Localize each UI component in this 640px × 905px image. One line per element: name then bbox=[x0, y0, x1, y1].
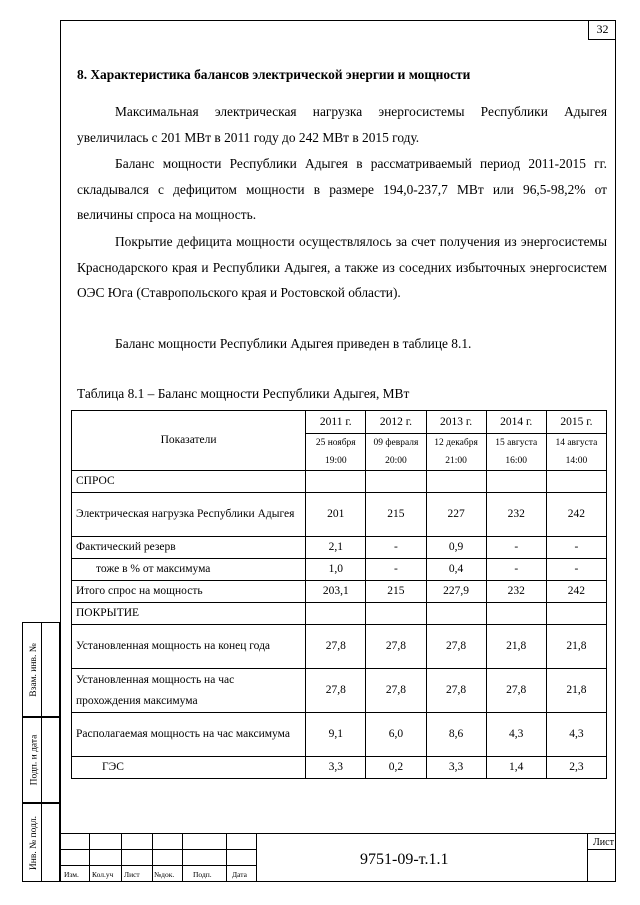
row-value: 0,2 bbox=[366, 757, 426, 779]
row-value bbox=[486, 471, 546, 493]
row-label: Итого спрос на мощность bbox=[72, 581, 306, 603]
stamp-col-izm: Изм. bbox=[64, 870, 79, 879]
table-row bbox=[72, 669, 607, 713]
row-value bbox=[366, 603, 426, 625]
table-header-years bbox=[72, 411, 607, 434]
table-row bbox=[72, 493, 607, 537]
row-label: тоже в % от максимума bbox=[72, 559, 306, 581]
row-value: 201 bbox=[306, 493, 366, 537]
side-box-inv-number bbox=[22, 803, 60, 882]
row-value: - bbox=[366, 537, 426, 559]
stamp-col-ndok: №док. bbox=[154, 870, 175, 879]
row-value: 3,3 bbox=[306, 757, 366, 779]
row-value: 1,4 bbox=[486, 757, 546, 779]
row-value: 27,8 bbox=[366, 669, 426, 713]
row-label: ПОКРЫТИЕ bbox=[72, 603, 306, 625]
row-value: 21,8 bbox=[546, 625, 606, 669]
row-value: 242 bbox=[546, 581, 606, 603]
row-value: - bbox=[366, 559, 426, 581]
row-value: 4,3 bbox=[546, 713, 606, 757]
side-box-sign-date bbox=[22, 717, 60, 803]
stamp-col-list: Лист bbox=[124, 870, 140, 879]
title-block bbox=[60, 833, 616, 882]
year-header: 2012 г. bbox=[366, 411, 426, 434]
date-header: 15 августа 16:00 bbox=[486, 434, 546, 471]
table-row bbox=[72, 757, 607, 779]
row-value bbox=[426, 603, 486, 625]
side-label-inv-number: Инв. № подл. bbox=[29, 815, 40, 870]
row-value: 9,1 bbox=[306, 713, 366, 757]
date-header: 12 декабря 21:00 bbox=[426, 434, 486, 471]
year-header: 2014 г. bbox=[486, 411, 546, 434]
row-value: 215 bbox=[366, 581, 426, 603]
document-code: 9751-09-т.1.1 bbox=[360, 851, 449, 868]
row-value: 232 bbox=[486, 493, 546, 537]
paragraph-2: Баланс мощности Республики Адыгея в рассматриваемый период 2011-2015 гг. складывался с дефицитом мощности в размере 194,0-237,7 МВт или 96,5-98,2% от величины спроса на мощность. bbox=[77, 156, 607, 222]
stamp-col-podp: Подп. bbox=[193, 870, 212, 879]
paragraph-1: Максимальная электрическая нагрузка энергосистемы Республики Адыгея увеличилась с 201 МВт в 2011 году до 242 МВт в 2015 году. bbox=[77, 104, 607, 145]
row-value bbox=[366, 471, 426, 493]
row-value: 27,8 bbox=[306, 669, 366, 713]
date-header: 09 февраля 20:00 bbox=[366, 434, 426, 471]
row-value: 27,8 bbox=[486, 669, 546, 713]
table-row bbox=[72, 625, 607, 669]
year-header: 2011 г. bbox=[306, 411, 366, 434]
page-number: 32 bbox=[588, 20, 616, 40]
row-label: СПРОС bbox=[72, 471, 306, 493]
row-value: 2,3 bbox=[546, 757, 606, 779]
date-header: 25 ноября 19:00 bbox=[306, 434, 366, 471]
row-value bbox=[546, 603, 606, 625]
row-value: 27,8 bbox=[366, 625, 426, 669]
table-row bbox=[72, 713, 607, 757]
row-label: Установленная мощность на конец года bbox=[72, 625, 306, 669]
row-value: 242 bbox=[546, 493, 606, 537]
row-value bbox=[426, 471, 486, 493]
row-value: 21,8 bbox=[546, 669, 606, 713]
row-value: 215 bbox=[366, 493, 426, 537]
row-value: 2,1 bbox=[306, 537, 366, 559]
row-value: 0,9 bbox=[426, 537, 486, 559]
side-box-replace-inv bbox=[22, 622, 60, 717]
row-value bbox=[486, 603, 546, 625]
balance-table bbox=[71, 410, 607, 779]
table-body bbox=[72, 471, 607, 779]
row-value: 21,8 bbox=[486, 625, 546, 669]
row-value: - bbox=[486, 559, 546, 581]
row-value: 227 bbox=[426, 493, 486, 537]
paragraph-4: Баланс мощности Республики Адыгея приведен в таблице 8.1. bbox=[115, 336, 472, 351]
row-value: 3,3 bbox=[426, 757, 486, 779]
row-value: 227,9 bbox=[426, 581, 486, 603]
date-header: 14 августа 14:00 bbox=[546, 434, 606, 471]
row-value: 0,4 bbox=[426, 559, 486, 581]
table-row bbox=[72, 559, 607, 581]
table-row bbox=[72, 581, 607, 603]
year-header: 2015 г. bbox=[546, 411, 606, 434]
table-row bbox=[72, 471, 607, 493]
row-value: - bbox=[486, 537, 546, 559]
row-label: ГЭС bbox=[72, 757, 306, 779]
row-value: 203,1 bbox=[306, 581, 366, 603]
table-row bbox=[72, 537, 607, 559]
year-header: 2013 г. bbox=[426, 411, 486, 434]
row-value: 8,6 bbox=[426, 713, 486, 757]
side-label-sign-date: Подп. и дата bbox=[29, 734, 40, 786]
row-value bbox=[306, 471, 366, 493]
section-heading: 8. Характеристика балансов электрической энергии и мощности bbox=[77, 67, 471, 82]
table-row bbox=[72, 603, 607, 625]
row-value: 232 bbox=[486, 581, 546, 603]
row-label: Располагаемая мощность на час максимума bbox=[72, 713, 306, 757]
row-value bbox=[546, 471, 606, 493]
row-value: 27,8 bbox=[426, 669, 486, 713]
row-label: Фактический резерв bbox=[72, 537, 306, 559]
row-label: Электрическая нагрузка Республики Адыгея bbox=[72, 493, 306, 537]
row-label: Установленная мощность на час прохождения максимума bbox=[72, 669, 306, 713]
row-value bbox=[306, 603, 366, 625]
side-label-replace-inv: Взам. инв. № bbox=[29, 642, 40, 697]
indicator-header: Показатели bbox=[72, 411, 306, 471]
row-value: 4,3 bbox=[486, 713, 546, 757]
paragraph-3: Покрытие дефицита мощности осуществлялось за счет получения из энергосистемы Краснодарского края и Республики Адыгея, а также из соседних избыточных энергосистем ОЭС Юга (Ставропольского края и Ростовской области). bbox=[77, 234, 607, 300]
stamp-col-data: Дата bbox=[232, 870, 247, 879]
row-value: 1,0 bbox=[306, 559, 366, 581]
row-value: - bbox=[546, 559, 606, 581]
sheet-label: Лист bbox=[593, 837, 614, 848]
row-value: 27,8 bbox=[306, 625, 366, 669]
stamp-col-kol: Кол.уч bbox=[92, 870, 114, 879]
row-value: - bbox=[546, 537, 606, 559]
row-value: 6,0 bbox=[366, 713, 426, 757]
row-value: 27,8 bbox=[426, 625, 486, 669]
table-caption: Таблица 8.1 – Баланс мощности Республики Адыгея, МВт bbox=[77, 386, 410, 401]
